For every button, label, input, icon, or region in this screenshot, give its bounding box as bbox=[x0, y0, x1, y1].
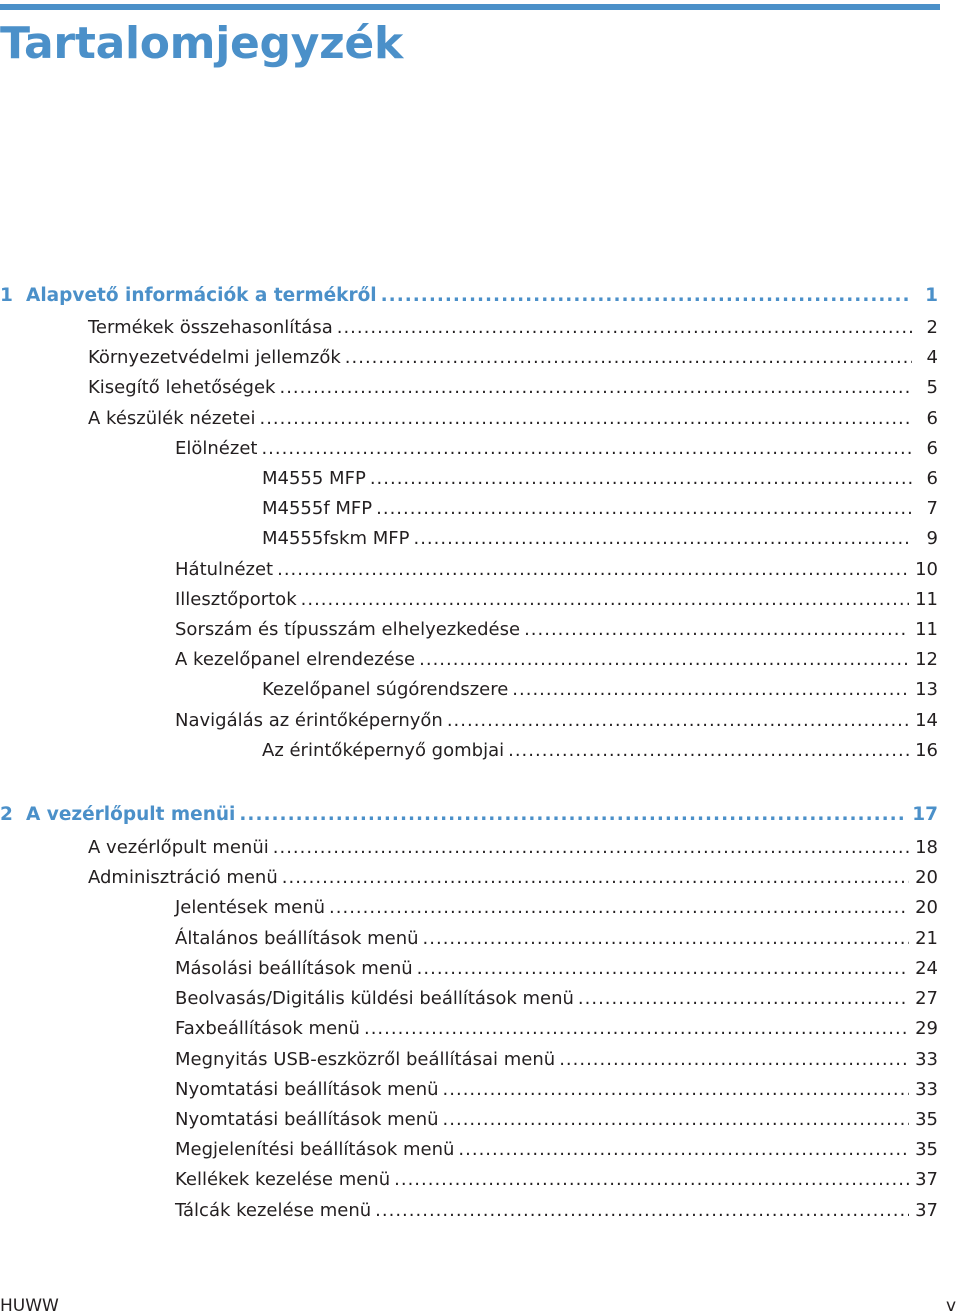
toc-entry[interactable] bbox=[262, 736, 938, 766]
dot-leader bbox=[329, 893, 909, 923]
toc-entry-label: Hátulnézet bbox=[175, 559, 274, 580]
dot-leader bbox=[370, 464, 912, 494]
toc-entry-label: Kellékek kezelése menü bbox=[175, 1169, 391, 1190]
toc-chapter-entry[interactable] bbox=[0, 281, 938, 311]
toc-chapter-number: 1 bbox=[0, 285, 13, 306]
toc-page-number: 10 bbox=[915, 559, 938, 580]
dot-leader bbox=[381, 281, 912, 311]
toc-entry-label: Jelentések menü bbox=[175, 897, 326, 918]
toc-entry[interactable] bbox=[175, 1135, 938, 1165]
toc-page-number: 13 bbox=[915, 679, 938, 700]
toc-entry-label: A vezérlőpult menüi bbox=[26, 804, 236, 825]
toc-entry[interactable] bbox=[175, 1196, 938, 1226]
dot-leader bbox=[277, 555, 909, 585]
dot-leader bbox=[524, 615, 909, 645]
toc-entry[interactable] bbox=[175, 924, 938, 954]
dot-leader bbox=[423, 924, 910, 954]
toc-page-number: 37 bbox=[915, 1169, 938, 1190]
toc-entry[interactable] bbox=[262, 464, 938, 494]
toc-page-number: 18 bbox=[915, 837, 938, 858]
toc-page-number: 6 bbox=[926, 438, 938, 459]
toc-page-number: 20 bbox=[915, 897, 938, 918]
toc-entry[interactable] bbox=[175, 1045, 938, 1075]
toc-page-number: 20 bbox=[915, 867, 938, 888]
toc-entry-label: Illesztőportok bbox=[175, 589, 297, 610]
toc-entry[interactable] bbox=[175, 706, 938, 736]
toc-chapter-number: 2 bbox=[0, 804, 13, 825]
toc-page-number: 6 bbox=[926, 408, 938, 429]
toc-entry-label: Környezetvédelmi jellemzők bbox=[88, 347, 341, 368]
toc-entry-label: Általános beállítások menü bbox=[175, 928, 419, 949]
toc-entry[interactable] bbox=[262, 675, 938, 705]
toc-entry-label: Faxbeállítások menü bbox=[175, 1018, 360, 1039]
toc-entry[interactable] bbox=[88, 373, 938, 403]
dot-leader bbox=[375, 1196, 909, 1226]
toc-entry[interactable] bbox=[175, 645, 938, 675]
toc-entry-label: Kezelőpanel súgórendszere bbox=[262, 679, 509, 700]
toc-page-number: 5 bbox=[926, 377, 938, 398]
toc-entry-label: Nyomtatási beállítások menü bbox=[175, 1109, 439, 1130]
toc-page-number: 14 bbox=[915, 710, 938, 731]
toc-entry[interactable] bbox=[175, 893, 938, 923]
toc-page-number: 27 bbox=[915, 988, 938, 1009]
toc-entry-label: M4555f MFP bbox=[262, 498, 373, 519]
toc-page-number: 17 bbox=[912, 804, 938, 825]
toc-entry-label: Megnyitás USB-eszközről beállításai menü bbox=[175, 1049, 556, 1070]
toc-page-number: 11 bbox=[915, 589, 938, 610]
toc-page-number: 4 bbox=[926, 347, 938, 368]
toc-entry-label: Tálcák kezelése menü bbox=[175, 1200, 372, 1221]
dot-leader bbox=[279, 373, 912, 403]
toc-entry-label: Megjelenítési beállítások menü bbox=[175, 1139, 455, 1160]
toc-entry-label: Az érintőképernyő gombjai bbox=[262, 740, 505, 761]
toc-entry[interactable] bbox=[175, 1105, 938, 1135]
toc-page-number: 29 bbox=[915, 1018, 938, 1039]
dot-leader bbox=[458, 1135, 909, 1165]
toc-entry[interactable] bbox=[175, 1014, 938, 1044]
toc-page-number: 1 bbox=[925, 285, 938, 306]
toc-page-number: 33 bbox=[915, 1049, 938, 1070]
toc-page-number: 9 bbox=[926, 528, 938, 549]
top-rule bbox=[0, 4, 940, 10]
dot-leader bbox=[417, 954, 909, 984]
dot-leader bbox=[259, 404, 912, 434]
dot-leader bbox=[364, 1014, 909, 1044]
toc-entry-label: A készülék nézetei bbox=[88, 408, 256, 429]
dot-leader bbox=[447, 706, 909, 736]
toc-entry[interactable] bbox=[88, 833, 938, 863]
toc-entry-label: Elölnézet bbox=[175, 438, 258, 459]
toc-entry-label: Adminisztráció menü bbox=[88, 867, 278, 888]
toc-entry-label: Sorszám és típusszám elhelyezkedése bbox=[175, 619, 521, 640]
toc-page-number: 2 bbox=[926, 317, 938, 338]
toc-page-number: 35 bbox=[915, 1109, 938, 1130]
toc-entry[interactable] bbox=[175, 1075, 938, 1105]
toc-entry[interactable] bbox=[175, 555, 938, 585]
toc-page-number: 35 bbox=[915, 1139, 938, 1160]
dot-leader bbox=[512, 675, 909, 705]
dot-leader bbox=[376, 494, 912, 524]
toc-page-number: 12 bbox=[915, 649, 938, 670]
toc-entry[interactable] bbox=[175, 984, 938, 1014]
toc-entry-label: Termékek összehasonlítása bbox=[88, 317, 333, 338]
toc-page-number: 11 bbox=[915, 619, 938, 640]
toc-entry[interactable] bbox=[262, 494, 938, 524]
dot-leader bbox=[337, 313, 912, 343]
toc-page-number: 16 bbox=[915, 740, 938, 761]
toc-page-number: 37 bbox=[915, 1200, 938, 1221]
toc-entry[interactable] bbox=[175, 585, 938, 615]
dot-leader bbox=[419, 645, 909, 675]
page-title: Tartalomjegyzék bbox=[0, 18, 403, 69]
dot-leader bbox=[273, 833, 909, 863]
toc-entry[interactable] bbox=[88, 313, 938, 343]
toc-entry-label: Kisegítő lehetőségek bbox=[88, 377, 276, 398]
toc-entry-label: M4555fskm MFP bbox=[262, 528, 410, 549]
dot-leader bbox=[559, 1045, 909, 1075]
toc-entry-label: Beolvasás/Digitális küldési beállítások menü bbox=[175, 988, 574, 1009]
toc-entry-label: A kezelőpanel elrendezése bbox=[175, 649, 416, 670]
toc-entry-label: A vezérlőpult menüi bbox=[88, 837, 269, 858]
dot-leader bbox=[239, 800, 906, 830]
dot-leader bbox=[413, 524, 912, 554]
toc-entry[interactable] bbox=[88, 404, 938, 434]
toc-entry-label: Másolási beállítások menü bbox=[175, 958, 413, 979]
toc-entry[interactable] bbox=[88, 343, 938, 373]
footer-left: HUWW bbox=[0, 1296, 59, 1316]
dot-leader bbox=[345, 343, 912, 373]
toc-entry-label: Alapvető információk a termékről bbox=[26, 285, 377, 306]
toc-entry-label: Navigálás az érintőképernyőn bbox=[175, 710, 443, 731]
footer-page-number: v bbox=[945, 1296, 956, 1316]
toc-entry-label: Nyomtatási beállítások menü bbox=[175, 1079, 439, 1100]
toc-entry[interactable] bbox=[175, 954, 938, 984]
toc-page-number: 6 bbox=[926, 468, 938, 489]
dot-leader bbox=[443, 1105, 910, 1135]
dot-leader bbox=[443, 1075, 910, 1105]
toc-entry[interactable] bbox=[175, 1165, 938, 1195]
toc-page-number: 24 bbox=[915, 958, 938, 979]
toc-page-number: 21 bbox=[915, 928, 938, 949]
dot-leader bbox=[394, 1165, 909, 1195]
dot-leader bbox=[261, 434, 912, 464]
dot-leader bbox=[578, 984, 909, 1014]
toc-chapter-entry[interactable] bbox=[0, 800, 938, 830]
toc-entry-label: M4555 MFP bbox=[262, 468, 366, 489]
toc-entry[interactable] bbox=[175, 434, 938, 464]
toc-page-number: 7 bbox=[926, 498, 938, 519]
toc-page-number: 33 bbox=[915, 1079, 938, 1100]
dot-leader bbox=[301, 585, 909, 615]
dot-leader bbox=[282, 863, 909, 893]
toc-entry[interactable] bbox=[262, 524, 938, 554]
toc-entry[interactable] bbox=[175, 615, 938, 645]
dot-leader bbox=[508, 736, 909, 766]
toc-entry[interactable] bbox=[88, 863, 938, 893]
